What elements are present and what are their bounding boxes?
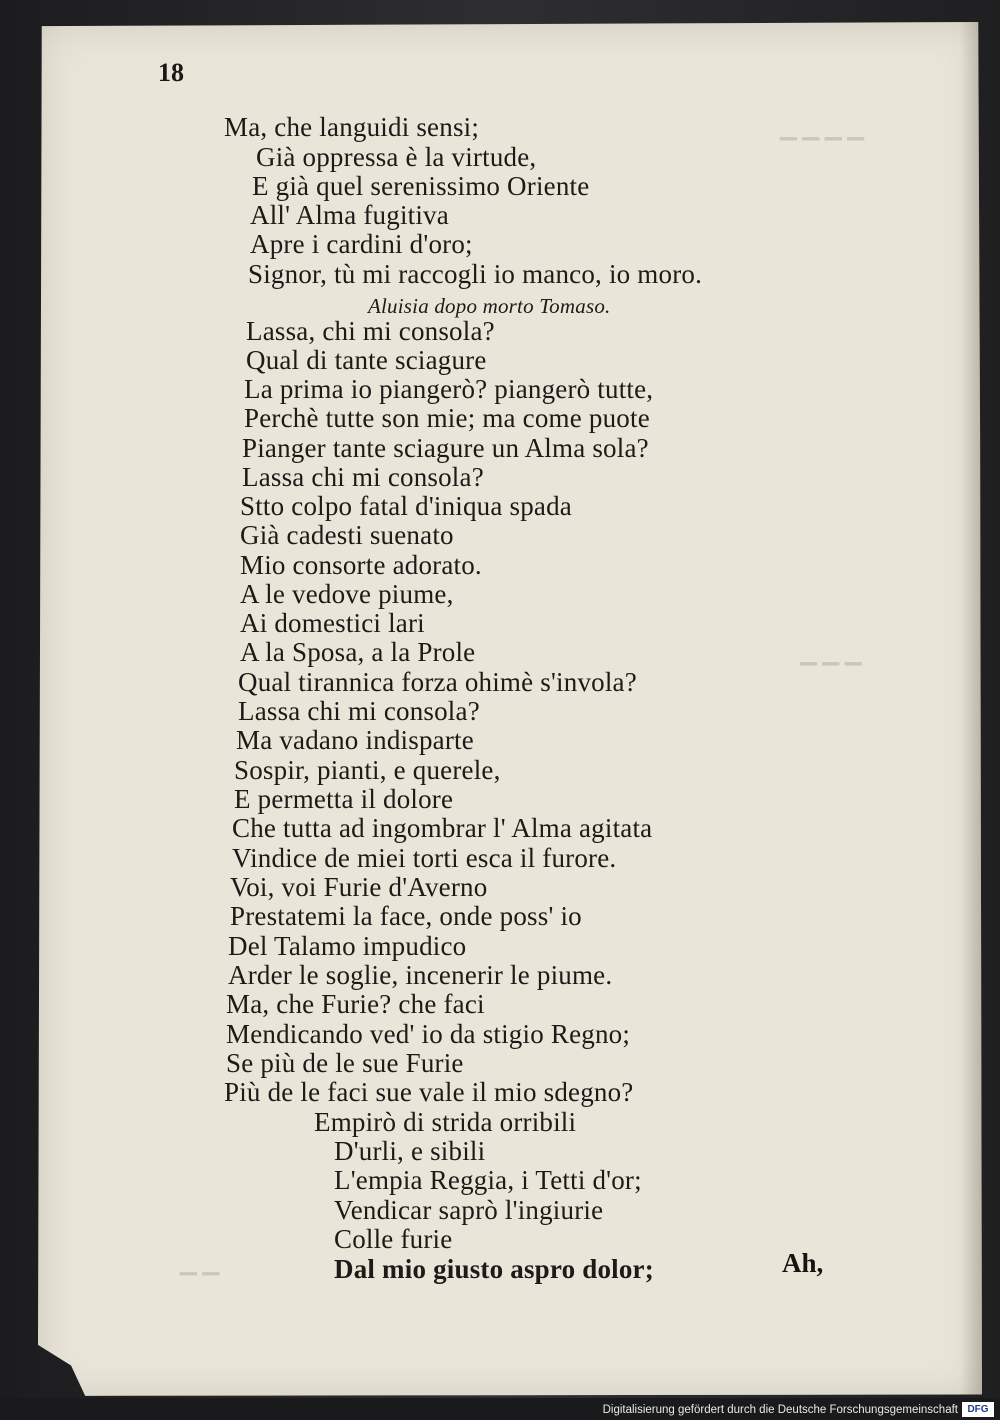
verse-line: Del Talamo impudico <box>228 931 467 961</box>
verse-line: Che tutta ad ingombrar l' Alma agitata <box>232 813 653 843</box>
verse-line: Mendicando ved' io da stigio Regno; <box>226 1019 631 1049</box>
verse-line: Vindice de miei torti esca il furore. <box>232 843 617 873</box>
verse-line: Già cadesti suenato <box>240 520 454 550</box>
verse-line: Signor, tù mi raccogli io manco, io moro. <box>248 259 703 289</box>
verse-line: Perchè tutte son mie; ma come puote <box>244 403 650 433</box>
verse-line: A la Sposa, a la Prole <box>240 637 476 667</box>
verse-line: D'urli, e sibili <box>334 1136 486 1166</box>
verse-line: Colle furie <box>334 1224 453 1254</box>
verse-line: Se più de le sue Furie <box>226 1048 464 1078</box>
verse-line: Arder le soglie, incenerir le piume. <box>228 960 613 990</box>
verse-line: Già oppressa è la virtude, <box>256 142 537 172</box>
verse-line: Qual di tante sciagure <box>246 345 487 375</box>
show-through-mark: ▁ ▁ ▁ <box>800 640 862 665</box>
verse-line: Lassa, chi mi consola? <box>246 316 495 346</box>
verse-line: Ai domestici lari <box>240 608 425 638</box>
verse-line: Apre i cardini d'oro; <box>250 229 473 259</box>
verse-line: Lassa chi mi consola? <box>238 696 480 726</box>
verse-line: Voi, voi Furie d'Averno <box>230 872 488 902</box>
verse-line: Dal mio giusto aspro dolor; <box>334 1254 654 1284</box>
verse-line: Empirò di strida orribili <box>314 1107 577 1137</box>
dfg-logo: DFG <box>962 1402 994 1417</box>
verse-line: All' Alma fugitiva <box>250 200 449 230</box>
verse-line: Pianger tante sciagure un Alma sola? <box>242 433 649 463</box>
verse-line: E già quel serenissimo Oriente <box>252 171 590 201</box>
verse-line: Mio consorte adorato. <box>240 550 482 580</box>
catchword: Ah, <box>782 1248 824 1278</box>
show-through-mark: ▁ ▁ ▁ ▁ <box>780 115 865 140</box>
verse-line: L'empia Reggia, i Tetti d'or; <box>334 1165 642 1195</box>
verse-line: E permetta il dolore <box>234 784 454 814</box>
page-number: 18 <box>158 58 184 87</box>
verse-line: Qual tirannica forza ohimè s'invola? <box>238 667 637 697</box>
page-edge-shadow <box>960 22 982 1400</box>
verse-line: Sospir, pianti, e querele, <box>234 755 501 785</box>
verse-line: Più de le faci sue vale il mio sdegno? <box>224 1077 634 1107</box>
verse-line: A le vedove piume, <box>240 579 454 609</box>
verse-line: La prima io piangerò? piangerò tutte, <box>244 374 654 404</box>
verse-line: Vendicar saprò l'ingiurie <box>334 1195 604 1225</box>
verse-line: Lassa chi mi consola? <box>242 462 484 492</box>
verse-line: Ma, che languidi sensi; <box>224 112 480 142</box>
footer-bar <box>0 1398 1000 1420</box>
funding-notice: Digitalisierung gefördert durch die Deutsche Forschungsgemeinschaft <box>602 1404 958 1416</box>
verse-line: Ma vadano indisparte <box>236 725 474 755</box>
verse-line: Ma, che Furie? che faci <box>226 989 485 1019</box>
speaker-direction: Aluisia dopo morto Tomaso. <box>368 294 611 318</box>
verse-line: Stto colpo fatal d'iniqua spada <box>240 491 572 521</box>
verse-line: Prestatemi la face, onde poss' io <box>230 901 582 931</box>
show-through-mark: ▁ ▁ <box>180 1250 220 1275</box>
